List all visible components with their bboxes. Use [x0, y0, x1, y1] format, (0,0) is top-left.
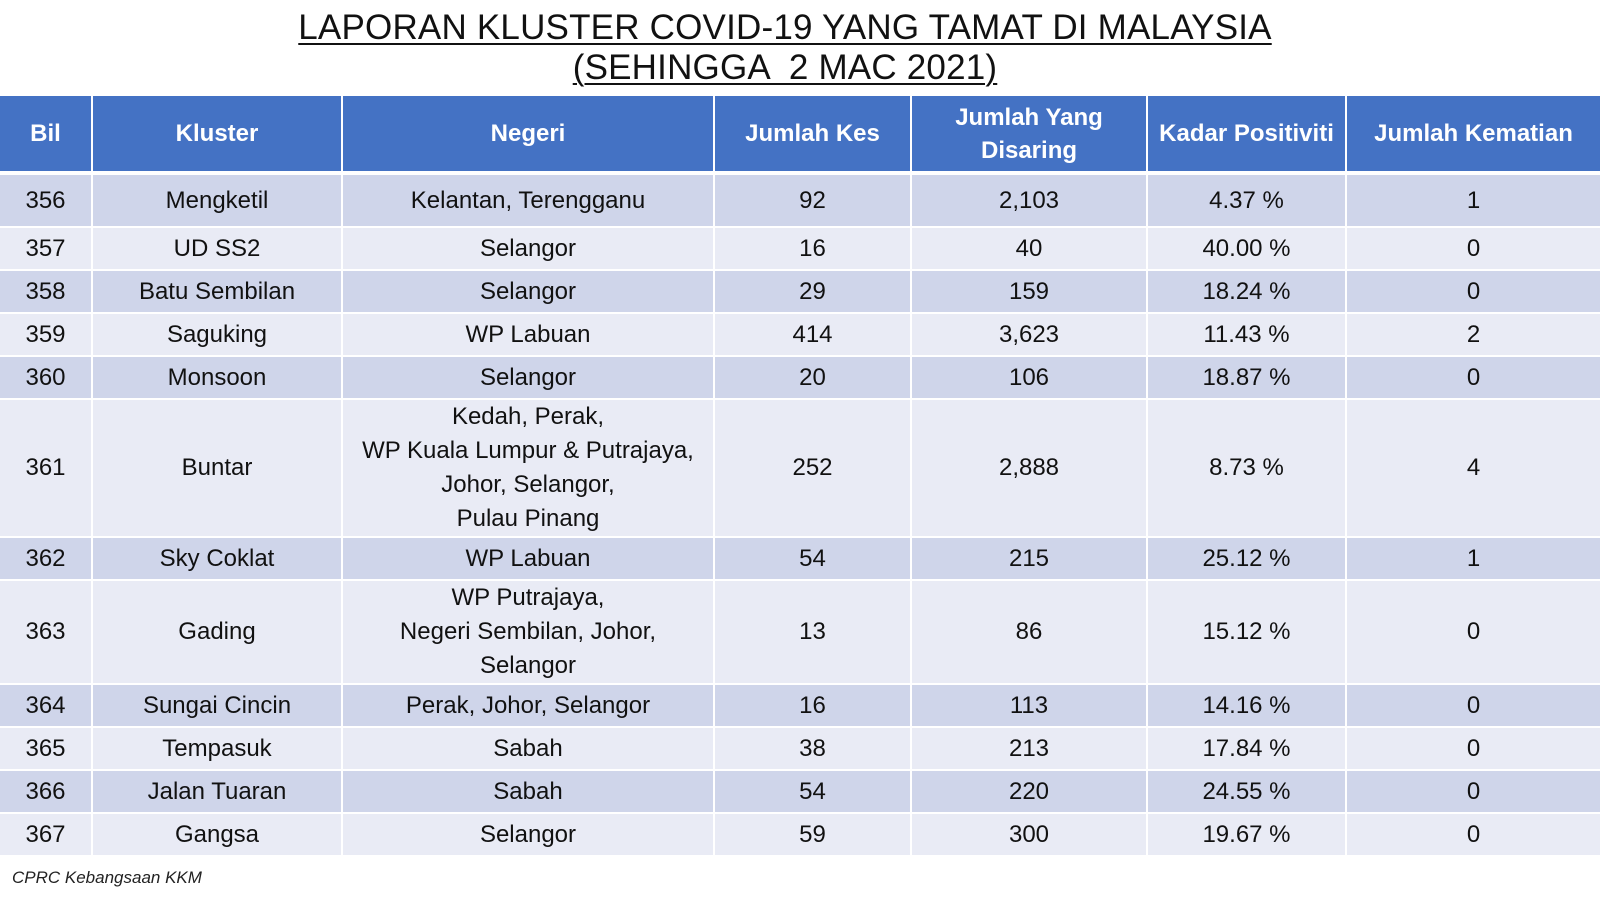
cell-jumlah-kes: 59: [714, 813, 911, 856]
cell-jumlah-kes: 92: [714, 173, 911, 227]
header-jumlah-disaring-label: Jumlah Yang Disaring: [955, 103, 1103, 164]
page-subtitle: (SEHINGGA 2 MAC 2021): [572, 48, 998, 87]
cell-kluster: Mengketil: [92, 173, 342, 227]
negeri-line: WP Putrajaya,: [451, 584, 605, 611]
cell-jumlah-kematian: 0: [1346, 227, 1600, 270]
negeri-line: WP Kuala Lumpur & Putrajaya,: [362, 437, 694, 464]
table-row: [0, 684, 1600, 727]
cell-kluster: Gangsa: [92, 813, 342, 856]
cell-bil: 356: [0, 173, 92, 227]
cell-kadar-positiviti: 15.12 %: [1147, 580, 1346, 684]
negeri-line: WP Labuan: [465, 320, 591, 348]
cell-jumlah-kematian: 0: [1346, 684, 1600, 727]
page-title: LAPORAN KLUSTER COVID-19 YANG TAMAT DI MALAYSIA: [298, 8, 1272, 47]
cell-jumlah-disaring: 113: [911, 684, 1147, 727]
cell-negeri: [342, 270, 714, 313]
table-row: [0, 227, 1600, 270]
cell-kluster: Saguking: [92, 313, 342, 356]
cell-bil: 366: [0, 770, 92, 813]
cell-kluster: Monsoon: [92, 356, 342, 399]
cell-bil: 363: [0, 580, 92, 684]
header-bil: Bil: [0, 96, 92, 173]
cell-bil: 359: [0, 313, 92, 356]
table-header-row: [0, 96, 1600, 173]
header-jumlah-kematian: Jumlah Kematian: [1346, 96, 1600, 173]
cell-jumlah-kes: 54: [714, 770, 911, 813]
header-kluster: Kluster: [92, 96, 342, 173]
cell-jumlah-kematian: 0: [1346, 813, 1600, 856]
table-row: [0, 356, 1600, 399]
cell-kluster: Gading: [92, 580, 342, 684]
table-row: [0, 770, 1600, 813]
cell-bil: 367: [0, 813, 92, 856]
table-row: [0, 580, 1600, 684]
cluster-table: [0, 96, 1600, 857]
cell-jumlah-kes: 20: [714, 356, 911, 399]
cell-negeri: [342, 727, 714, 770]
cell-jumlah-kematian: 4: [1346, 399, 1600, 537]
negeri-line: Selangor: [479, 234, 577, 262]
cell-negeri: [342, 537, 714, 580]
table-row: [0, 399, 1600, 537]
negeri-line: Sabah: [493, 734, 563, 762]
header-negeri: Negeri: [342, 96, 714, 173]
cell-kadar-positiviti: 14.16 %: [1147, 684, 1346, 727]
cell-kadar-positiviti: 25.12 %: [1147, 537, 1346, 580]
cell-bil: 364: [0, 684, 92, 727]
cell-bil: 358: [0, 270, 92, 313]
cell-jumlah-kes: 38: [714, 727, 911, 770]
cell-negeri: [342, 173, 714, 227]
cell-kluster: Buntar: [92, 399, 342, 537]
cell-jumlah-kes: 29: [714, 270, 911, 313]
header-jumlah-disaring: [911, 96, 1147, 173]
cell-negeri: [342, 227, 714, 270]
cell-jumlah-disaring: 40: [911, 227, 1147, 270]
cell-jumlah-disaring: 2,103: [911, 173, 1147, 227]
cell-jumlah-kematian: 0: [1346, 770, 1600, 813]
cell-jumlah-kematian: 0: [1346, 727, 1600, 770]
cell-negeri: [342, 356, 714, 399]
cell-jumlah-kes: 16: [714, 684, 911, 727]
table-row: [0, 313, 1600, 356]
cell-jumlah-kematian: 2: [1346, 313, 1600, 356]
negeri-line: Selangor: [479, 363, 577, 391]
negeri-line: Johor, Selangor,: [441, 471, 615, 498]
table-body: [0, 173, 1600, 856]
table-row: [0, 813, 1600, 856]
cell-jumlah-kematian: 0: [1346, 356, 1600, 399]
cell-negeri: [342, 813, 714, 856]
cell-negeri: [342, 770, 714, 813]
cell-jumlah-disaring: 3,623: [911, 313, 1147, 356]
cell-kadar-positiviti: 4.37 %: [1147, 173, 1346, 227]
cell-jumlah-kematian: 1: [1346, 537, 1600, 580]
source-note: CPRC Kebangsaan KKM: [12, 868, 202, 887]
cell-jumlah-disaring: 106: [911, 356, 1147, 399]
cell-jumlah-disaring: 220: [911, 770, 1147, 813]
cell-kluster: Sungai Cincin: [92, 684, 342, 727]
negeri-line: Selangor: [479, 652, 577, 679]
negeri-line: Selangor: [479, 820, 577, 848]
cell-kadar-positiviti: 18.24 %: [1147, 270, 1346, 313]
negeri-line: Kedah, Perak,: [451, 403, 605, 430]
cell-jumlah-disaring: 2,888: [911, 399, 1147, 537]
cell-kadar-positiviti: 40.00 %: [1147, 227, 1346, 270]
header-kadar-positiviti: Kadar Positiviti: [1147, 96, 1346, 173]
table-row: [0, 537, 1600, 580]
cell-jumlah-kematian: 0: [1346, 580, 1600, 684]
negeri-line: Pulau Pinang: [456, 505, 600, 532]
cell-bil: 365: [0, 727, 92, 770]
cell-kluster: Sky Coklat: [92, 537, 342, 580]
cell-bil: 361: [0, 399, 92, 537]
cell-kluster: Jalan Tuaran: [92, 770, 342, 813]
cell-kadar-positiviti: 17.84 %: [1147, 727, 1346, 770]
negeri-line: Selangor: [479, 277, 577, 305]
cell-kluster: Batu Sembilan: [92, 270, 342, 313]
cell-kluster: UD SS2: [92, 227, 342, 270]
table-row: [0, 727, 1600, 770]
negeri-line: Negeri Sembilan, Johor,: [399, 618, 657, 645]
header-jumlah-kes: Jumlah Kes: [714, 96, 911, 173]
cell-kadar-positiviti: 24.55 %: [1147, 770, 1346, 813]
cell-jumlah-kes: 414: [714, 313, 911, 356]
negeri-line: Kelantan, Terengganu: [410, 186, 646, 214]
cell-negeri: [342, 684, 714, 727]
cell-jumlah-disaring: 213: [911, 727, 1147, 770]
cell-jumlah-kes: 252: [714, 399, 911, 537]
negeri-line: WP Labuan: [465, 544, 591, 572]
negeri-line: Sabah: [493, 777, 563, 805]
cell-jumlah-disaring: 86: [911, 580, 1147, 684]
cell-bil: 362: [0, 537, 92, 580]
cell-jumlah-kes: 13: [714, 580, 911, 684]
cell-bil: 360: [0, 356, 92, 399]
table-row: [0, 270, 1600, 313]
cell-negeri: [342, 313, 714, 356]
cell-jumlah-disaring: 159: [911, 270, 1147, 313]
cell-negeri: [342, 399, 714, 537]
cell-jumlah-disaring: 300: [911, 813, 1147, 856]
cell-jumlah-kes: 54: [714, 537, 911, 580]
cell-kadar-positiviti: 11.43 %: [1147, 313, 1346, 356]
cell-negeri: [342, 580, 714, 684]
cell-jumlah-kematian: 1: [1346, 173, 1600, 227]
cell-jumlah-kematian: 0: [1346, 270, 1600, 313]
title-block: [0, 8, 1570, 88]
cell-kadar-positiviti: 18.87 %: [1147, 356, 1346, 399]
cell-jumlah-kes: 16: [714, 227, 911, 270]
cell-kadar-positiviti: 8.73 %: [1147, 399, 1346, 537]
table-row: [0, 173, 1600, 227]
cell-bil: 357: [0, 227, 92, 270]
cell-kluster: Tempasuk: [92, 727, 342, 770]
cell-kadar-positiviti: 19.67 %: [1147, 813, 1346, 856]
negeri-line: Perak, Johor, Selangor: [405, 691, 651, 719]
cell-jumlah-disaring: 215: [911, 537, 1147, 580]
